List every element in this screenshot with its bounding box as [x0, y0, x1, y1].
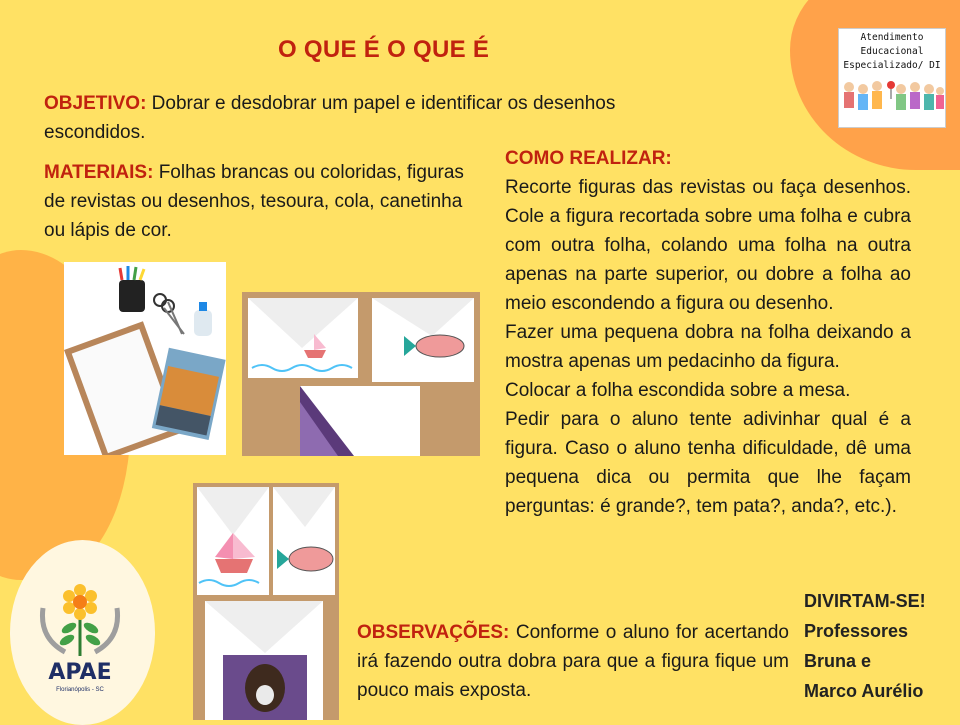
apae-logo [35, 578, 125, 708]
how-to-step: Colocar a folha escondida sobre a mesa. [505, 380, 851, 401]
steps-illustration [193, 483, 339, 720]
aee-logo [838, 28, 946, 128]
observations-label: OBSERVAÇÕES: [357, 622, 510, 643]
aee-logo-text: Atendimento Educacional Especializado/ DI [843, 32, 941, 71]
steps-photo [193, 483, 339, 720]
closing-line: Marco Aurélio [804, 681, 924, 701]
objective-label: OBJETIVO: [44, 93, 147, 114]
materials-label: MATERIAIS: [44, 162, 154, 183]
observations-section [357, 618, 789, 705]
how-to-step: Recorte figuras das revistas ou faça desenhos. Cole a figura recortada sobre uma folha e cubra com outra folha, colando uma folha na outra apenas na parte superior, ou dobre a folha ao meio escondendo a figura ou desenho. [505, 177, 911, 314]
page-title: O QUE É O QUE É [278, 36, 490, 63]
folded-papers-photo [242, 292, 480, 456]
apae-name: APAE [48, 660, 112, 685]
apae-flower-icon [35, 578, 125, 662]
materials-text: Folhas brancas ou coloridas, figuras de revistas ou desenhos, tesoura, cola, canetinha ou lápis de cor. [44, 162, 464, 241]
how-to-label: COMO REALIZAR: [505, 148, 672, 169]
folded-papers-illustration [242, 292, 480, 456]
children-illustration [841, 77, 945, 125]
objective-text: Dobrar e desdobrar um papel e identificar os desenhos escondidos. [44, 93, 616, 143]
materials-section [44, 158, 464, 245]
closing-signature [804, 586, 926, 706]
observations-text: Conforme o aluno for acertando irá fazendo outra dobra para que a figura fique um pouco mais exposta. [357, 622, 789, 701]
how-to-step: Fazer uma pequena dobra na folha deixando a mostra apenas um pedacinho da figura. [505, 322, 911, 372]
apae-city: Florianópolis - SC [56, 687, 104, 693]
objective-section [44, 89, 704, 147]
how-to-step: Pedir para o aluno tente adivinhar qual é a figura. Caso o aluno tenha dificuldade, dê uma pequena dica ou permita que lhe façam perguntas: é grande?, tem pata?, anda?, etc.). [505, 409, 911, 517]
how-to-section [505, 144, 911, 521]
closing-line: Professores [804, 621, 909, 641]
closing-line: Bruna e [804, 651, 872, 671]
materials-photo [64, 262, 226, 455]
materials-illustration [64, 262, 226, 455]
closing-greeting: DIVIRTAM-SE! [804, 591, 926, 611]
